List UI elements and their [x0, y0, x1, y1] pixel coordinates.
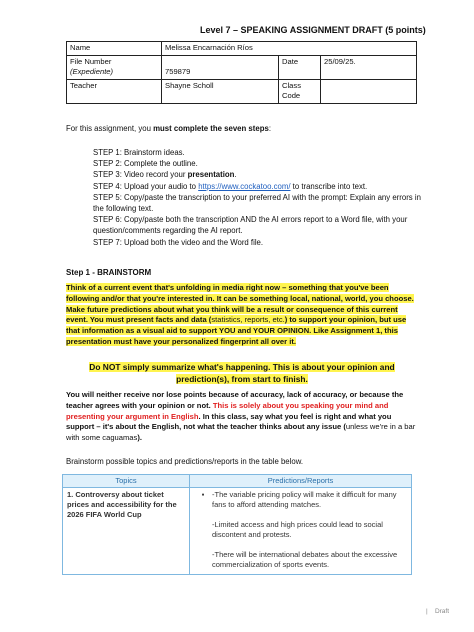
- intro-suffix: :: [268, 124, 271, 133]
- col-topics: Topics: [63, 475, 190, 488]
- file-number-label: [67, 55, 162, 79]
- file-number-value-text: 759879: [165, 67, 191, 76]
- table-row: [67, 42, 417, 56]
- grading-note: You will neither receive nor lose points because of accuracy, lack of accuracy, or because the teacher agrees with your opinion or not. This is solely about you speaking your mind and presenting your argument in English. In this class, say what you feel is right and what you support – it's about the English, not what the teacher thinks about any issue (unless we're in a bar with some caguamas).: [66, 390, 416, 443]
- step-1: STEP 1: Brainstorm ideas.: [93, 148, 185, 157]
- table-header-row: [63, 475, 412, 488]
- intro-text: For this assignment, you: [66, 124, 154, 133]
- draft-label: Draft: [434, 608, 450, 615]
- step-3: STEP 3: Video record your presentation.: [93, 170, 237, 180]
- step-5: STEP 5: Copy/paste the transcription to your preferred AI with the prompt: Explain any errors in the following text.: [93, 192, 421, 214]
- bullet-icon: [194, 550, 212, 570]
- topics-table: [62, 474, 412, 575]
- bullet-icon: [194, 520, 212, 540]
- file-number-value: [162, 55, 279, 79]
- class-code-value: [321, 79, 417, 103]
- topic-cell[interactable]: 1. Controversy about ticket prices and accessibility for the 2026 FIFA World Cup: [63, 488, 190, 575]
- student-info-table: [66, 41, 417, 104]
- file-number-sub: (Expediente): [70, 67, 114, 76]
- step-7: STEP 7: Upload both the video and the Word file.: [93, 237, 264, 247]
- teacher-value: Shayne Scholl: [162, 79, 279, 103]
- page-title: Level 7 – SPEAKING ASSIGNMENT DRAFT (5 points): [200, 25, 426, 35]
- footer-separator: |: [426, 608, 428, 615]
- intro-bold: must complete the seven steps: [153, 124, 269, 133]
- date-value: 25/09/25.: [321, 55, 417, 79]
- teacher-label: Teacher: [67, 79, 162, 103]
- list-item: -Limited access and high prices could lead to social discontent and protests.: [194, 520, 407, 540]
- class-code-label: Class Code: [279, 79, 321, 103]
- step-6: STEP 6: Copy/paste both the transcription AND the AI errors report to a Word file, with your question/comments regarding the AI report.: [93, 215, 408, 236]
- step-2: STEP 2: Complete the outline.: [93, 159, 198, 169]
- bullet-icon: ▪: [201, 490, 205, 499]
- section-heading-brainstorm: Step 1 - BRAINSTORM: [66, 268, 152, 277]
- date-label: Date: [279, 55, 321, 79]
- assignment-intro: [66, 124, 271, 133]
- name-label: Name: [67, 42, 162, 56]
- highlighted-instructions: Think of a current event that's unfolding in media right now – something that you've been following and/or that you're interested in. It can be something local, national, world, you choose. Make future predictions about what you think will be a result or consequence of this current event. You must present facts and data (statistics, reports, etc.) to support your opinion, but use that information as a visual aid to support YOU and YOUR OPINION. Like Assignment 1, this presentation must have your personalized fingerprint all over it.: [66, 283, 414, 346]
- list-item: -There will be international debates about the excessive commercialization of sports events.: [194, 550, 407, 570]
- step-list: [93, 147, 423, 248]
- predictions-cell[interactable]: [190, 488, 412, 575]
- cockatoo-link[interactable]: https://www.cockatoo.com/: [198, 181, 291, 191]
- name-value: Melissa Encarnación Ríos: [162, 42, 417, 56]
- file-number-label-text: File Number: [70, 56, 112, 66]
- table-row: [67, 55, 417, 79]
- table-row: [63, 488, 412, 575]
- list-item: ▪ -The variable pricing policy will make it difficult for many fans to afford attending matches.: [194, 490, 407, 510]
- footer: [426, 608, 449, 615]
- table-row: [67, 79, 417, 103]
- step-4: STEP 4: Upload your audio to https://www.cockatoo.com/ to transcribe into text.: [93, 181, 368, 191]
- col-predictions: Predictions/Reports: [190, 475, 412, 488]
- brainstorm-intro: Brainstorm possible topics and predictions/reports in the table below.: [66, 457, 304, 466]
- highlighted-warning: Do NOT simply summarize what's happening. This is about your opinion and prediction(s), from start to finish.: [89, 362, 395, 384]
